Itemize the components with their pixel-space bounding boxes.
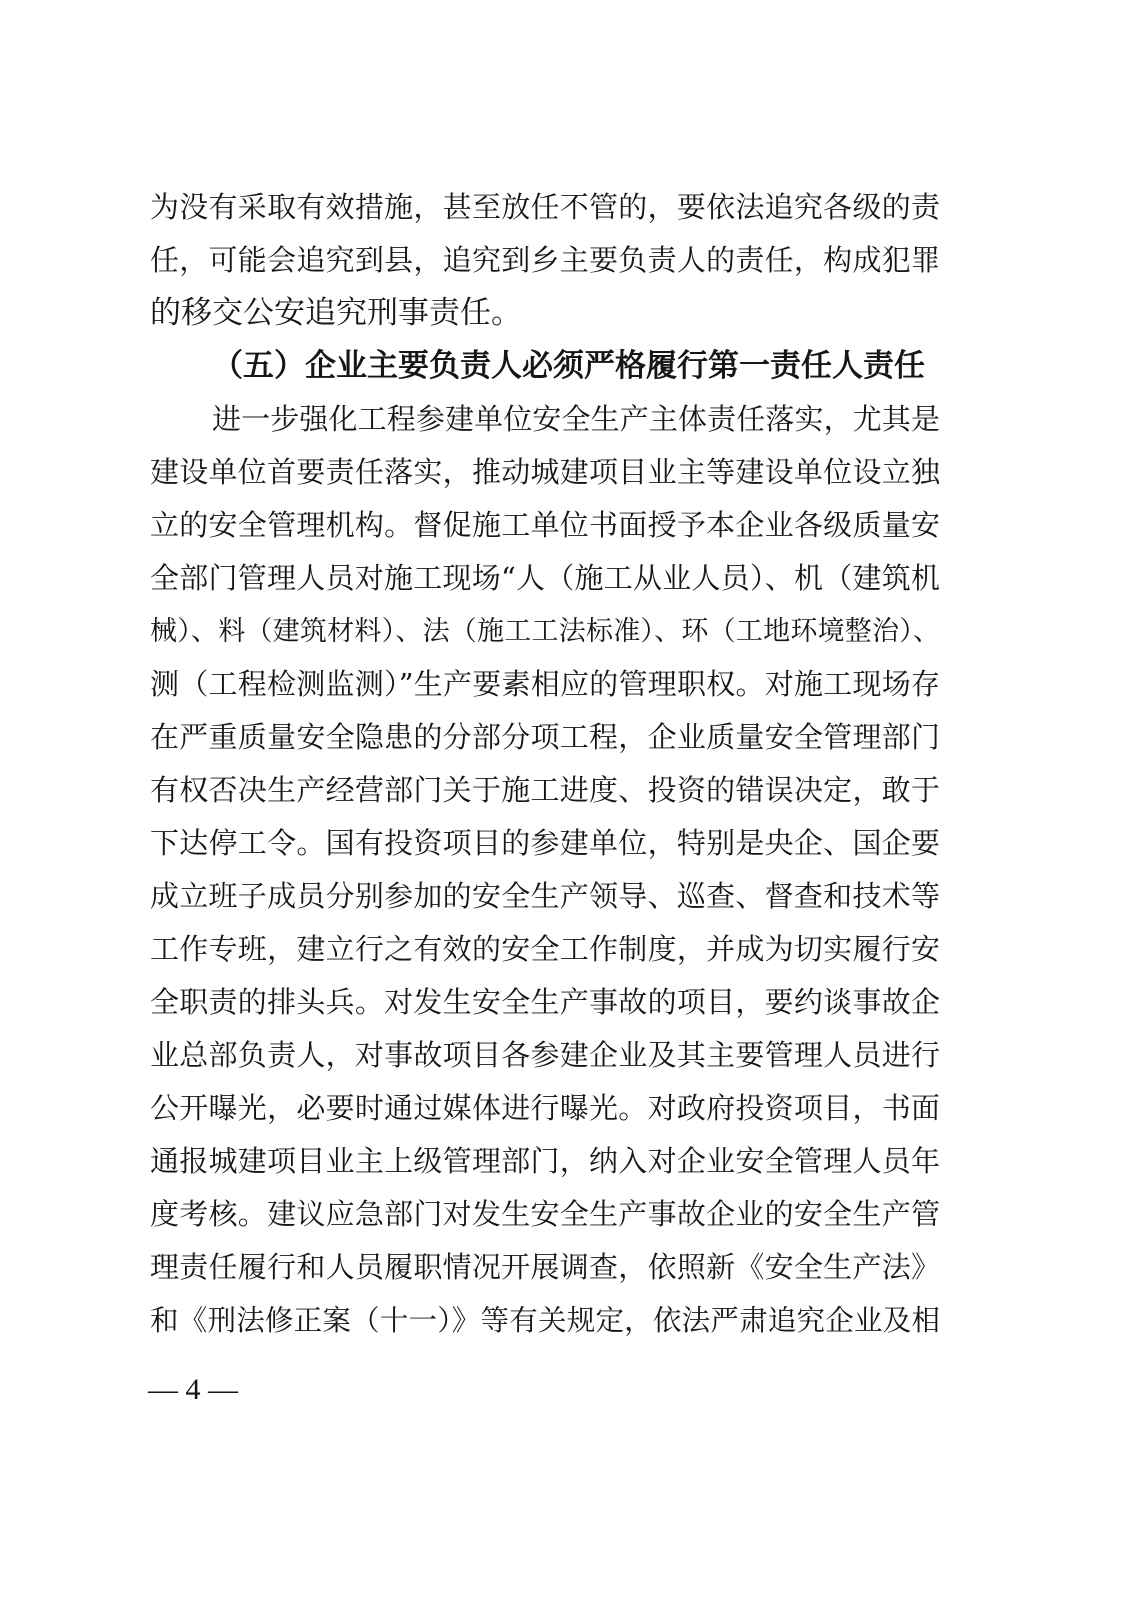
text-line: 任，可能会追究到县，追究到乡主要负责人的责任，构成犯罪 xyxy=(150,243,940,277)
text-line: 理责任履行和人员履职情况开展调查，依照新《安全生产法》 xyxy=(150,1250,940,1284)
text-line: 的移交公安追究刑事责任。 xyxy=(150,295,522,331)
text-line: 全部门管理人员对施工现场“人（施工从业人员）、机（建筑机 xyxy=(150,561,940,595)
text-line: 下达停工令。国有投资项目的参建单位，特别是央企、国企要 xyxy=(150,826,940,860)
text-line: 业总部负责人，对事故项目各参建企业及其主要管理人员进行 xyxy=(150,1038,940,1072)
text-line: 和《刑法修正案（十一）》等有关规定，依法严肃追究企业及相 xyxy=(150,1304,940,1337)
text-line: 测（工程检测监测）”生产要素相应的管理职权。对施工现场存 xyxy=(150,667,940,701)
page-number: — 4 — xyxy=(148,1373,238,1406)
text-line: 建设单位首要责任落实，推动城建项目业主等建设单位设立独 xyxy=(150,455,940,489)
text-line: 有权否决生产经营部门关于施工进度、投资的错误决定，敢于 xyxy=(150,773,940,807)
section-heading: （五）企业主要负责人必须严格履行第一责任人责任 xyxy=(212,348,925,384)
text-line: 通报城建项目业主上级管理部门，纳入对企业安全管理人员年 xyxy=(150,1144,940,1178)
body-text xyxy=(150,181,940,1347)
text-line: 立的安全管理机构。督促施工单位书面授予本企业各级质量安 xyxy=(150,508,940,542)
text-line: 工作专班，建立行之有效的安全工作制度，并成为切实履行安 xyxy=(150,932,940,966)
text-line: 为没有采取有效措施，甚至放任不管的，要依法追究各级的责 xyxy=(150,190,940,224)
text-line: 公开曝光，必要时通过媒体进行曝光。对政府投资项目，书面 xyxy=(150,1091,940,1125)
text-line: 成立班子成员分别参加的安全生产领导、巡查、督查和技术等 xyxy=(150,879,940,913)
text-line: 度考核。建议应急部门对发生安全生产事故企业的安全生产管 xyxy=(150,1197,940,1231)
text-line: 进一步强化工程参建单位安全生产主体责任落实，尤其是 xyxy=(212,402,940,436)
text-line: 全职责的排头兵。对发生安全生产事故的项目，要约谈事故企 xyxy=(150,985,940,1019)
text-line: 在严重质量安全隐患的分部分项工程，企业质量安全管理部门 xyxy=(150,720,940,754)
text-line: 械）、料（建筑材料）、法（施工工法标准）、环（工地环境整治）、 xyxy=(150,616,940,647)
